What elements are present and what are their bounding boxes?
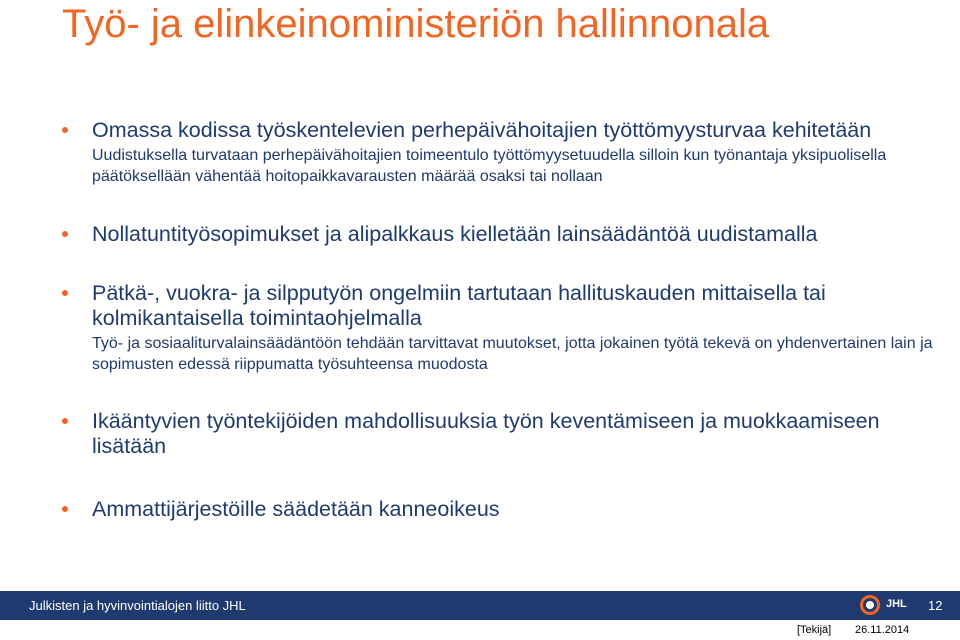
footer-organization: Julkisten ja hyvinvointialojen liitto JHL — [29, 598, 246, 613]
page-number: 12 — [928, 598, 943, 613]
bullet-dot-icon — [62, 290, 68, 296]
bullet-main-text: Omassa kodissa työskentelevien perhepäivähoitajien työttömyysturvaa kehitetään — [92, 118, 872, 142]
bullet-item — [62, 281, 942, 375]
bullet-dot-icon — [62, 506, 68, 512]
bullet-dot-icon — [62, 127, 68, 133]
bullet-dot-icon — [62, 418, 68, 424]
bullet-main-text: Nollatuntityösopimukset ja alipalkkaus kielletään lainsäädäntöä uudistamalla — [92, 222, 818, 246]
footer-author: [Tekijä] — [797, 624, 832, 636]
jhl-logo — [858, 594, 928, 617]
bullet-item — [62, 497, 942, 522]
bullet-dot-icon — [62, 231, 68, 237]
footer-date: 26.11.2014 — [855, 624, 910, 636]
slide-title: Työ- ja elinkeinoministeriön hallinnonala — [62, 2, 770, 46]
bullet-sub-text: Työ- ja sosiaaliturvalainsäädäntöön tehdään tarvittavat muutokset, jotta jokainen työtä tekevä on yhdenvertainen lain ja sopimusten edessä riippumatta työsuhteensa muodosta — [92, 335, 933, 373]
bullet-main-text: Pätkä-, vuokra- ja silpputyön ongelmiin tartutaan hallituskauden mittaisella tai kolmikantaisella toimintaohjelmalla — [92, 281, 826, 330]
bullet-item — [62, 409, 942, 459]
bullet-sub-text: Uudistuksella turvataan perhepäivähoitajien toimeentulo työttömyysetuudella silloin kun työnantaja yksipuolisella päätöksellään vähentää hoitopaikkavarausten määrää osaksi tai nollaan — [92, 147, 887, 185]
bullet-list — [62, 118, 942, 522]
bullet-main-text: Ikääntyvien työntekijöiden mahdollisuuksia työn keventämiseen ja muokkaamiseen lisätään — [92, 409, 880, 458]
bullet-item — [62, 118, 942, 187]
logo-dot-icon — [866, 601, 874, 609]
bullet-main-text: Ammattijärjestöille säädetään kanneoikeus — [92, 497, 500, 521]
footer-bar — [0, 591, 960, 620]
bullet-item — [62, 222, 942, 247]
logo-text: JHL — [886, 598, 907, 610]
